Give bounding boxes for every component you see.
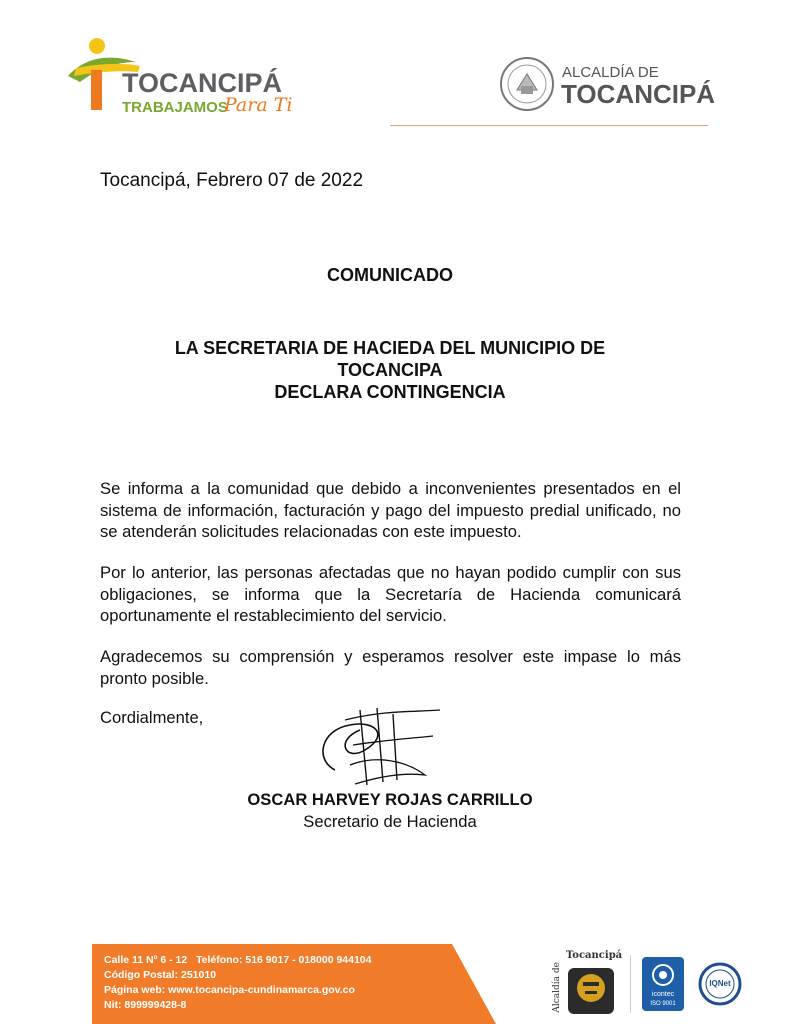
footer-phone: Teléfono: 516 9017 - 018000 944104 [195,954,372,966]
footer-postal-code: Código Postal: 251010 [104,969,217,981]
footer-address: Calle 11 Nº 6 - 12 [104,954,188,966]
icontec-label: icontec [651,991,675,998]
iso-label: ISO 9001 [650,1001,676,1007]
document-title: COMUNICADO [327,265,453,285]
body-paragraph-3: Agradecemos su comprensión y esperamos resolver este impase lo más pronto posible. [100,647,681,688]
footer-badge-divider [630,955,631,1013]
document-date: Tocancipá, Febrero 07 de 2022 [100,170,364,191]
campaign-logo-main-text: TOCANCIPÁ [122,68,283,98]
body-paragraph-2: Por lo anterior, las personas afectadas que no hayan podido cumplir con sus obligaciones, se informa que la Secretaría de Hacienda comunicará oportunamente el restablecimiento del servicio. [100,563,681,625]
signer-name: OSCAR HARVEY ROJAS CARRILLO [247,790,533,809]
campaign-logo-script-text: Para Ti [224,94,293,116]
iqnet-label: IQNet [709,979,731,988]
alcaldia-name: TOCANCIPÁ [561,79,716,109]
header-divider [390,125,708,126]
footer-contact-block [104,953,372,1013]
declaration-line-3: DECLARA CONTINGENCIA [274,382,506,402]
alcaldia-badge-title: Tocancipá [566,950,623,961]
handwritten-signature [305,700,455,790]
alcaldia-label: ALCALDÍA DE [562,64,659,81]
body-paragraph-1: Se informa a la comunidad que debido a inconvenientes presentados en el sistema de información, facturación y pago del impuesto predial unificado, no se atenderán solicitudes relacionadas con este impuesto. [100,479,681,541]
footer-website: Página web: www.tocancipa-cundinamarca.gov.co [104,984,355,996]
declaration-heading [100,337,680,403]
declaration-line-1: LA SECRETARIA DE HACIEDA DEL MUNICIPIO DE [174,338,606,358]
footer-nit: Nit: 899999428-8 [104,999,187,1011]
declaration-line-2: TOCANCIPA [337,360,443,380]
alcaldia-badge-side-text: Alcaldía de [552,962,562,1013]
closing-salutation: Cordialmente, [100,708,204,727]
campaign-logo-sub-text: TRABAJAMOS [122,99,228,116]
municipal-seal-icon [499,56,555,112]
signer-title: Secretario de Hacienda [303,812,477,831]
